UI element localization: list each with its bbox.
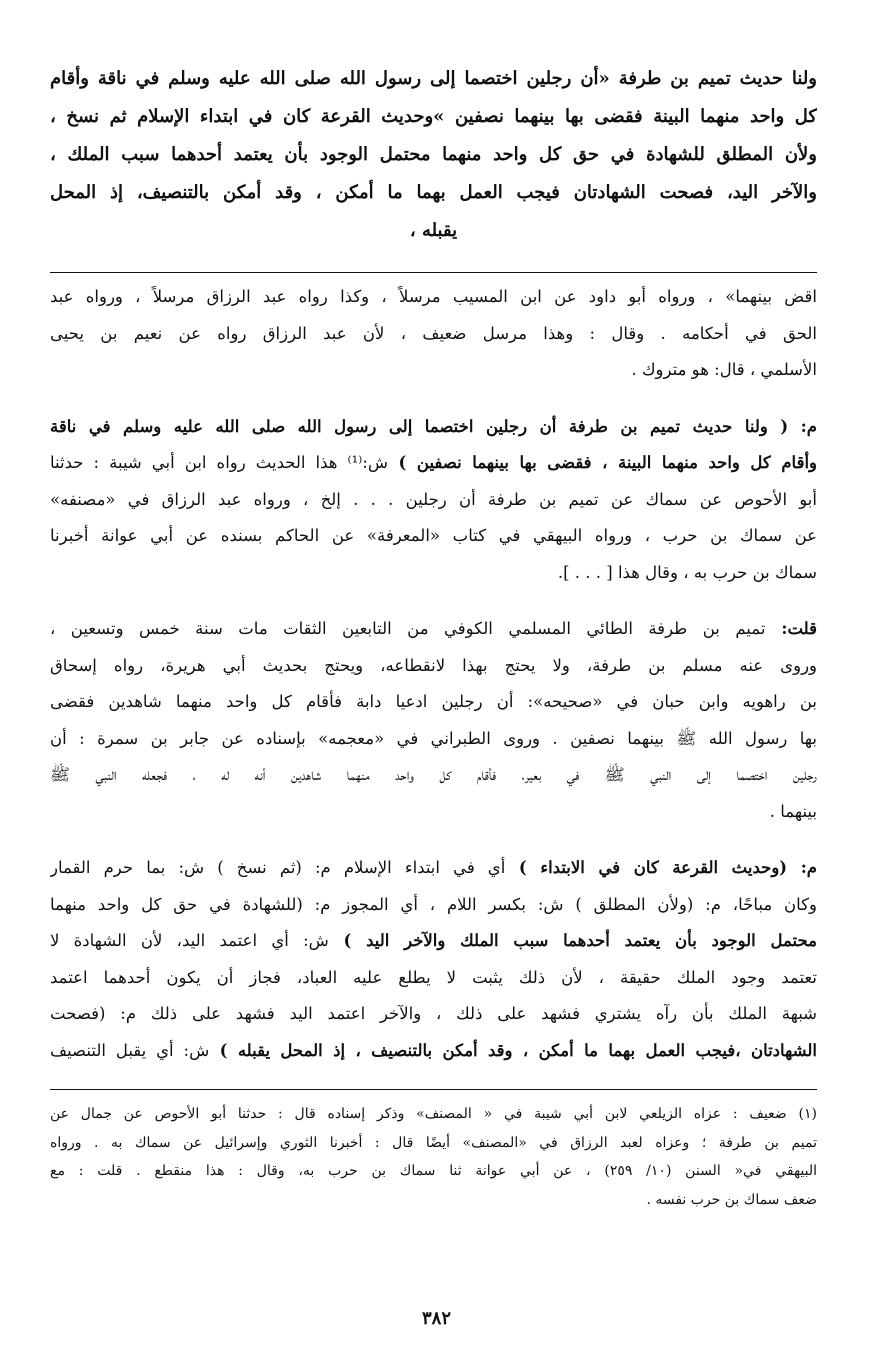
commentary-line: بها رسول الله ﷺ بينهما نصفين . وروى الطبراني في «معجمه» بإسناده عن جابر بن سمرة : أن: [50, 728, 817, 748]
commentary-line: قلت: تميم بن طرفة الطائي المسلمي الكوفي من التابعين الثقات مات سنة خمس وتسعين ،: [50, 619, 817, 638]
commentary-line: شبهة الملك بأن رآه يشتري فشهد على ذلك ، والآخر اعتمد اليد فشهد على ذلك م: (فصحت: [50, 1004, 817, 1023]
commentary-line: وأقام كل واحد منهما البينة ، فقضى بها بينهما نصفين ) ش:⁽¹⁾ هذا الحديث رواه ابن أبي شيبة : حدثنا: [50, 453, 817, 472]
commentary-paragraph: [50, 611, 817, 830]
main-line: ولأن المطلق للشهادة في حق كل واحد منهما محتمل الوجود بأن يعتمد أحدهما سبب الملك ،: [50, 144, 817, 165]
page-number: ٣٨٢: [421, 1308, 451, 1329]
commentary-line: بن راهويه وابن حبان في «صحيحه»: أن رجلين ادعيا دابة فأقام كل واحد منهما شاهدين فقضى: [50, 692, 817, 711]
footnote-line: البيهقي في« السنن (١٠/ ٢٥٩) ، عن أبي عوانة ثنا سماك بن حرب به، وقال : هذا منقطع . قلت : مع: [50, 1163, 817, 1179]
main-line: ولنا حديث تميم بن طرفة «أن رجلين اختصما إلى رسول الله صلى الله عليه وسلم في ناقة وأقام: [50, 68, 817, 89]
commentary-line: م: (وحديث القرعة كان في الابتداء ) أي في ابتداء الإسلام م: (ثم نسخ ) ش: بما حرم القمار: [50, 858, 817, 877]
commentary-line: تعتمد وجود الملك حقيقة ، لأن ذلك يثبت لا يطلع عليه العباد، فجاز أن يكون أحدهما اعتمد: [50, 967, 817, 987]
footnote: [50, 1100, 817, 1214]
footnote-line: (١) ضعيف : عزاه الزيلعي لابن أبي شيبة في « المصنف» وذكر إسناده قال : حدثنا أبو الأحوص عن جمال عن: [50, 1106, 817, 1122]
commentary-line: اقض بينهما» ، ورواه أبو داود عن ابن المسيب مرسلاً ، وكذا رواه عبد الرزاق مرسلاً ، ورواه عبد: [50, 287, 817, 306]
main-separator-rule: [50, 272, 817, 273]
commentary-line: سماك بن حرب به ، وقال هذا [ . . . ].: [557, 562, 817, 582]
commentary-line: بينهما .: [769, 801, 817, 821]
footnote-separator-rule: [50, 1089, 817, 1090]
commentary-line: الأسلمي ، قال: هو متروك .: [631, 360, 817, 379]
main-line: يقبله ،: [409, 220, 458, 241]
commentary-line: م: ( ولنا حديث تميم بن طرفة أن رجلين اختصما إلى رسول الله صلى الله عليه وسلم في ناقة: [50, 416, 817, 436]
commentary-line: أبو الأحوص عن سماك عن تميم بن طرفة أن رجلين . . . إلخ ، ورواه عبد الرزاق في «مصنفه»: [50, 489, 817, 509]
main-line: والآخر اليد، فصحت الشهادتان فيجب العمل بهما ما أمكن ، وقد أمكن بالتنصيف، إذ المحل: [50, 182, 817, 203]
page: [50, 60, 817, 1371]
commentary-line: رجلين اختصما إلى النبي ﷺ في بعير، فأقام كل واحد منهما شاهدين أنه له ، فجعله النبي ﷺ: [50, 765, 817, 784]
commentary-line: وروى عنه مسلم بن طرفة، ولا يحتج بهذا لانقطاعه، ويحتج بحديث أبي هريرة، رواه إسحاق: [50, 655, 817, 675]
commentary-line: الحق في أحكامه . وقال : وهذا مرسل ضعيف ، لأن عبد الرزاق رواه عن نعيم بن يحيى: [50, 323, 817, 343]
main-text: [50, 60, 817, 250]
commentary-paragraph: [50, 409, 817, 592]
commentary-line: وكان مباحًا، م: (ولأن المطلق ) ش: بكسر اللام ، أي المجوز م: (للشهادة في حق كل واحد منهما: [50, 894, 817, 914]
footnote-line: ضعف سماك بن حرب نفسه .: [646, 1191, 817, 1208]
commentary-line: الشهادتان ،فيجب العمل بهما ما أمكن ، وقد أمكن بالتنصيف ، إذ المحل يقبله ) ش: أي يقبل التنصيف: [50, 1040, 817, 1060]
footnote-line: تميم بن طرفة ؛ وعزاه لعبد الرزاق في «المصنف» أيضًا قال : أخبرنا الثوري وإسرائيل عن سماك به . ورواه: [50, 1134, 817, 1151]
commentary-line: عن سماك بن حرب ، ورواه البيهقي في كتاب «المعرفة» عن الحاكم بسنده عن أبي عوانة أخبرنا: [50, 526, 817, 545]
commentary-paragraph: [50, 279, 817, 389]
main-line: كل واحد منهما البينة فقضى بها بينهما نصفين »وحديث القرعة كان في ابتداء الإسلام ثم نسخ ،: [50, 106, 817, 127]
commentary-paragraph: [50, 850, 817, 1069]
commentary-line: محتمل الوجود بأن يعتمد أحدهما سبب الملك والآخر اليد ) ش: أي اعتمد اليد، لأن الشهادة لا: [50, 931, 817, 950]
